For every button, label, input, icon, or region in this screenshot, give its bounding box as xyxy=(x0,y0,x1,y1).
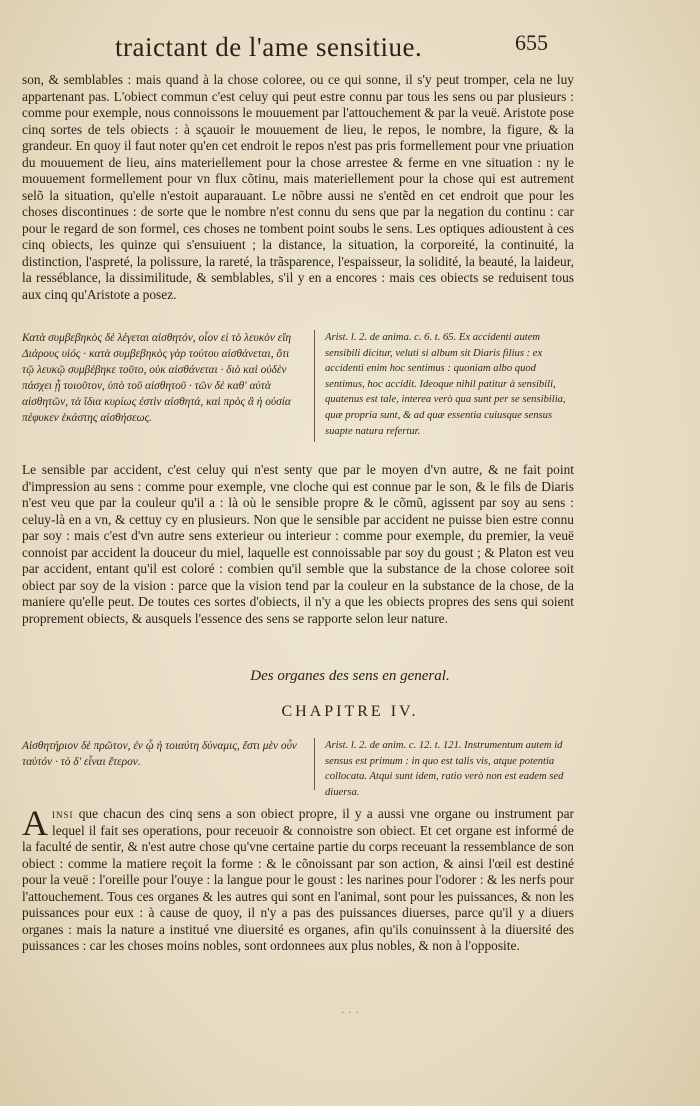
paragraph-organs xyxy=(22,803,574,955)
paragraph-text: Le sensible par accident, c'est celuy qui n'est senty que par le moyen d'vn autre, & ne fait point d'impression au sens : comme pour exemple, vne cloche qui est connue par le son, & le fils de Diaris n'est veu que par la couleur qu'il a : là où le sensible propre & le cõmũ, agissent par soy au sens : celuy-là en a vn, & cettuy cy en plusieurs. Non que le sensible par accident ne puisse bien estre connu par soy : mais c'est d'vn autre sens exterieur ou interieur : comme pour exemple, du premier, la veuë connoist par accident la douceur du miel, laquelle est connoissable par soy du goust ; & Platon est veu par accident, entant qu'il est coloré : combien qu'il semble que la substance de la chose coloree soit obiect par soy de la vision : parce que la vision tend par la couleur en la substance de la chose, de la maniere qu'elle peut. De toutes ces sortes d'obiects, il n'y a que les obiects propres des sens qui soient proprement obiects, & ausquels l'essence des sens se rapporte selon leur nature. xyxy=(22,462,574,626)
chapter-heading: CHAPITRE IV. xyxy=(281,703,419,720)
marginal-note-row-2 xyxy=(22,738,574,798)
drop-capital: A xyxy=(22,803,48,843)
paragraph-text: son, & semblables : mais quand à la chose coloree, ou ce qui sonne, il s'y peut tromper, cela ne luy appartenant pas. L'obiect commun c'est celuy qui peut estre connu par tous les sens ou par plusieurs : comme pour exemple, nous connoissons le mouuement par l'attouchement & par la veuë. Aristote pose cinq sortes de tels obiects : à sçauoir le mouuement de lieu, le repos, le nombre, la figure, & la grandeur. En quoy il faut noter qu'en cet endroit le repos n'est pas pris formellement pour vne priuation du mouuement de lieu, ains materiellement pour la chose arrestee & ferme en vne situation : ny le mouuement formellement pour vn flux cõtinu, mais materiellement pour la chose qui est autrement selõ la situation, qu'elle n'estoit auparauant. Le nõbre aussi ne s'entẽd en cet endroit que pour les choses discontinues : de sorte que le nombre n'est connu du sens que par la negation du continu : car pour le regard de son formel, ces choses ne tombent point soubs le sens. Les optiques adioustent à ces cinq obiects, les quinze qui s'ensuiuent ; la distance, la situation, la corporeité, la continuité, la distinction, l'aspreté, la polissure, la rareté, la trãsparence, l'espaisseur, la solidité, la beauté, la laideur, la resséblance, la dissimilitude, & semblables, s'il y en a encores : mais ces obiects se reduisent tous aux cinq qu'Aristote a posez. xyxy=(22,72,574,302)
column-divider xyxy=(314,738,315,790)
greek-quotation: Αἰσθητήριον δὲ πρῶτον, ἐν ᾧ ἡ τοιαύτη δύναμις, ἔστι μὲν οὖν ταὐτόν · τὸ δ' εἶναι ἕτερον. xyxy=(22,740,297,768)
section-title: Des organes des sens en general. xyxy=(250,668,450,684)
ornament-mark: · · · xyxy=(341,1005,359,1019)
paragraph-sensible-accident xyxy=(22,462,574,627)
paragraph-objects-common xyxy=(22,72,574,303)
column-divider xyxy=(314,330,315,442)
first-word-smallcaps: insi xyxy=(52,806,74,821)
paragraph-body: que chacun des cinq sens a son obiect propre, il y a aussi vne organe ou instrument par lequel il fait ses operations, pour receuoir & connoistre son obiect. Et cet organe est informé de la faculté de sentir, & n'est autre chose qu'vne certaine partie du corps receuant la ressemblance de son obiect : comme la matiere reçoit la forme : & le cõnoissant par son action, & ainsi l'œil est destiné pour la veuë : l'oreille pour l'ouye : la langue pour le goust : les narines pour l'odorer : & les nerfs pour l'attouchement. Tous ces organes & les autres qui sont en l'animal, sont pour les puissances, & non les puissances pour eux : à cause de quoy, il n'y a pas des puissances diuerses, parce qu'il y a diuers organes : mais la nature a institué vne diuersité es organes, afin qu'ils conuinssent à la diuersité des puissances : car les choses moins nobles, sont ordonnees aux plus nobles, & non à l'opposite. xyxy=(22,806,574,953)
running-title: traictant de l'ame sensitiue. xyxy=(115,32,423,62)
marginal-note-row-1 xyxy=(22,330,574,450)
page-header xyxy=(0,28,700,68)
greek-quotation: Κατὰ συμβεβηκὸς δὲ λέγεται αἰσθητόν, οἷον εἰ τὸ λευκὸν εἴη Διάρους υἱός · κατὰ συμβεβηκὸς γὰρ τούτου αἰσθάνεται, ὅτι τῷ λευκῷ συμβέβηκε τοῦτο, οὐκ αἰσθάνεται · διὸ καὶ οὐδὲν πάσχει ᾗ τοιοῦτον, ὑπὸ τοῦ αἰσθητοῦ · τῶν δὲ καθ' αὑτὰ αἰσθητῶν, τὰ ἴδια κυρίως ἐστὶν αἰσθητά, καὶ πρὸς ἃ ἡ οὐσία πέφυκεν ἑκάστης αἰσθήσεως. xyxy=(22,332,292,424)
paragraph-text xyxy=(22,803,574,955)
latin-citation: Arist. l. 2. de anim. c. 12. t. 121. Instrumentum autem id sensus est primum : in quo est talis vis, atque potentia collocata. Atqui sunt idem, ratio verò non est eadem sed diuersa. xyxy=(325,740,564,798)
page-number: 655 xyxy=(515,30,548,55)
latin-citation: Arist. l. 2. de anima. c. 6. t. 65. Ex accidenti autem sensibili dicitur, veluti si album sit Diaris filius : ex accidenti enim hoc sentimus : quoniam albo quod sentimus, hoc accidit. Ideoque nihil patitur à sensibili, quatenus est tale, interea verò qua sunt per se sensibilia, quæ propria sunt, & ad quæ essentia cuiusque sensus suapte natura refertur. xyxy=(325,332,566,437)
